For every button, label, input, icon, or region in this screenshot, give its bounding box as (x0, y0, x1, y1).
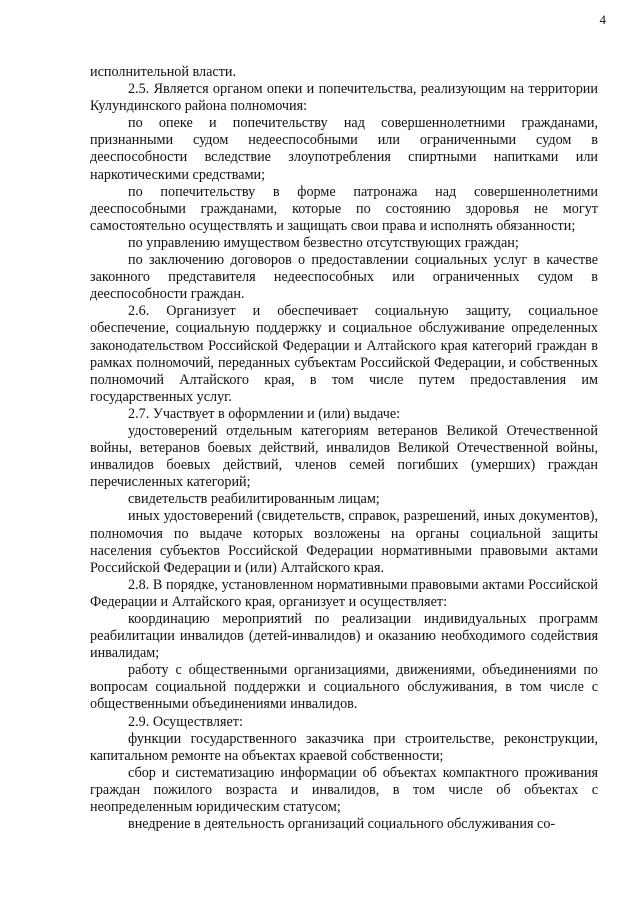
paragraph: по управлению имуществом безвестно отсутствующих граждан; (128, 234, 519, 251)
paragraph: функции государственного заказчика при строительстве, реконструкции, капитальном ремонте на объектах краевой собственности; (90, 730, 598, 764)
paragraph: иных удостоверений (свидетельств, справок, разрешений, иных документов), полномочия по выдаче которых возложены на органы социальной защиты населения субъектов Российской Федерации нормативными правовыми актами Российской Федерации и (или) Алтайского края. (90, 508, 598, 576)
paragraph: свидетельств реабилитированным лицам; (128, 491, 380, 508)
page-number: 4 (599, 12, 606, 27)
paragraph: 2.7. Участвует в оформлении и (или) выдаче: (128, 405, 401, 422)
paragraph: 2.9. Осуществляет: (128, 713, 243, 730)
paragraph: по заключению договоров о предоставлении социальных услуг в качестве законного представителя недееспособных или ограниченных судом в дееспособности граждан. (90, 252, 598, 303)
paragraph: по опеке и попечительству над совершеннолетними гражданами, признанными судом недееспособными или ограниченными судом в дееспособности вследствие злоупотребления спиртными напитками или наркотическими средствами; (90, 115, 598, 183)
paragraph: 2.8. В порядке, установленном нормативными правовыми актами Российской Федерации и Алтайского края, организует и осуществляет: (90, 576, 598, 610)
paragraph: исполнительной власти. (90, 64, 237, 80)
paragraph: внедрение в деятельность организаций социального обслуживания со- (128, 816, 556, 833)
paragraph: работу с общественными организациями, движениями, объединениями по вопросам социальной поддержки и социального обслуживания, в том числе с общественными объединениями инвалидов. (90, 662, 598, 713)
paragraph: 2.6. Организует и обеспечивает социальную защиту, социальное обеспечение, социальную поддержку и социальное обслуживание определенных законодательством Российской Федерации и Алтайского края категорий граждан в рамках полномочий, переданных субъектам Российской Федерации, и собственных полномочий Алтайского края, в том числе путем предоставления им государственных услуг. (90, 303, 598, 405)
paragraph: удостоверений отдельным категориям ветеранов Великой Отечественной войны, ветеранов боевых действий, инвалидов Великой Отечественной войны, инвалидов боевых действий, членов семей погибших (умерших) граждан перечисленных категорий; (90, 422, 598, 491)
paragraph: 2.5. Является органом опеки и попечительства, реализующим на территории Кулундинского района полномочия: (90, 81, 598, 115)
paragraph: сбор и систематизацию информации об объектах компактного проживания граждан пожилого возраста и инвалидов, в том числе об объектах с неопределенным юридическим статусом; (90, 764, 598, 816)
paragraph: по попечительству в форме патронажа над совершеннолетними дееспособными гражданами, которые по состоянию здоровья не могут самостоятельно осуществлять и защищать свои права и исполнять обязанности; (90, 183, 598, 234)
paragraph: координацию мероприятий по реализации индивидуальных программ реабилитации инвалидов (детей-инвалидов) и оказанию необходимого содействия инвалидам; (90, 611, 598, 662)
document-body (90, 64, 598, 833)
